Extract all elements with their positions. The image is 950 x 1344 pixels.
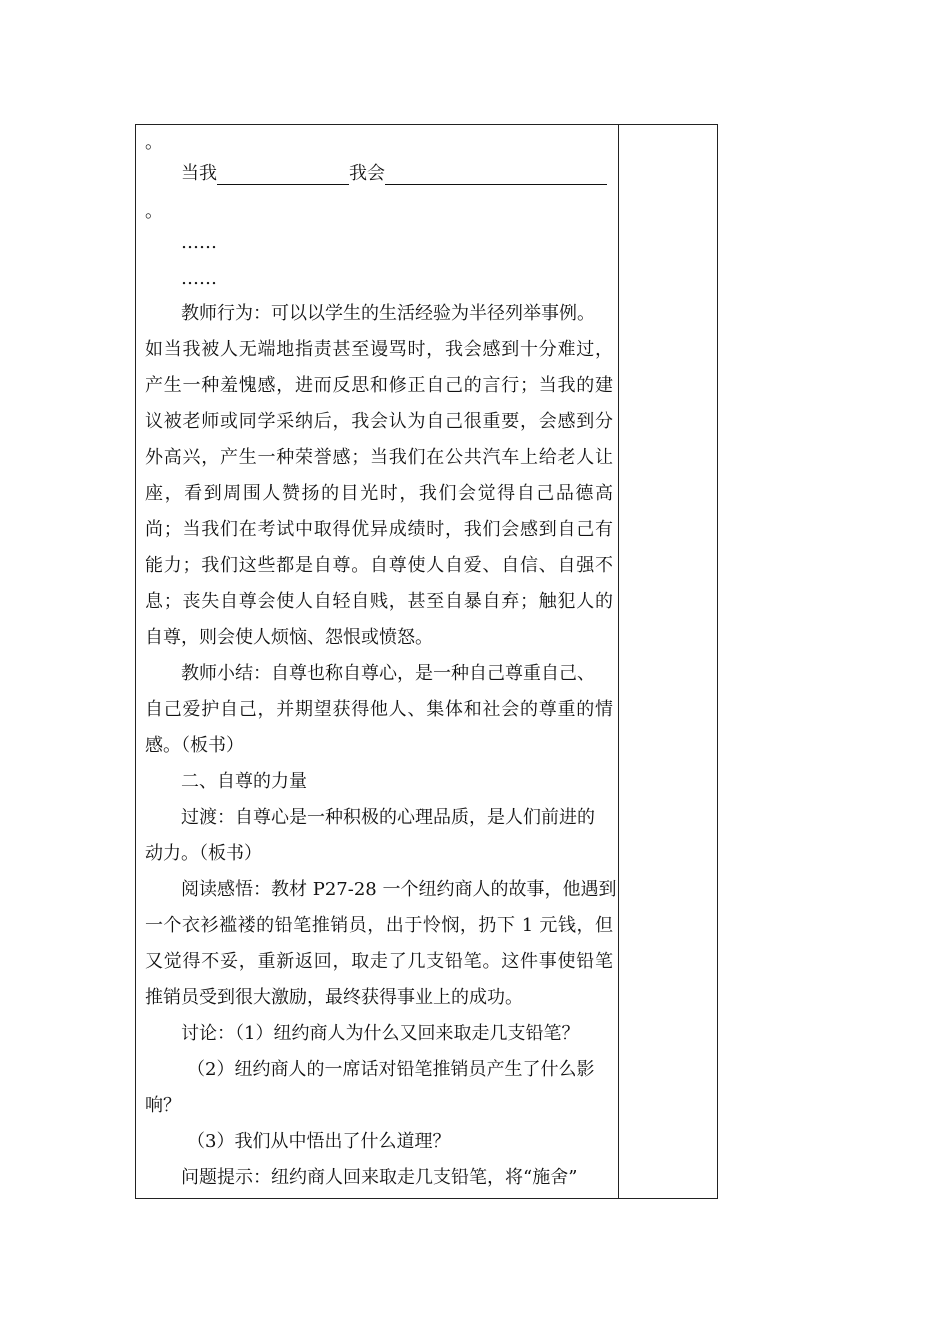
text-line: 又觉得不妥，重新返回，取走了几支铅笔。这件事使铅笔: [145, 951, 613, 972]
text-line: 息；丧失自尊会使人自轻自贱，甚至自暴自弃；触犯人的: [145, 591, 613, 612]
blank-line[interactable]: [385, 166, 607, 185]
text-line: 过渡：自尊心是一种积极的心理品质，是人们前进的: [181, 807, 595, 828]
fill-blank-sentence: [181, 163, 607, 185]
text-line: 外高兴，产生一种荣誉感；当我们在公共汽车上给老人让: [145, 447, 613, 468]
text-line: 一个衣衫褴褛的铅笔推销员，出于怜悯，扔下 1 元钱，但: [145, 915, 613, 936]
text-fragment: 我会: [349, 163, 385, 184]
ellipsis-line: ……: [181, 268, 217, 289]
text-line: 问题提示：纽约商人回来取走几支铅笔，将“施舍”: [181, 1167, 578, 1188]
blank-line[interactable]: [217, 166, 349, 185]
text-line: 如当我被人无端地指责甚至谩骂时，我会感到十分难过，: [145, 339, 613, 360]
text-line: 阅读感悟：教材 P27-28 一个纽约商人的故事，他遇到: [181, 879, 617, 900]
ellipsis-line: ……: [181, 232, 217, 253]
discussion-question: （3）我们从中悟出了什么道理？: [187, 1131, 451, 1152]
text-fragment: 当我: [181, 163, 217, 184]
discussion-question: （2）纽约商人的一席话对铅笔推销员产生了什么影: [187, 1059, 595, 1080]
text-line: 动力。（板书）: [145, 843, 262, 864]
text-line: 能力；我们这些都是自尊。自尊使人自爱、自信、自强不: [145, 555, 613, 576]
discussion-question: 讨论：（1）纽约商人为什么又回来取走几支铅笔？: [181, 1023, 580, 1044]
lesson-table: [135, 124, 718, 1199]
text-line: 尚；当我们在考试中取得优异成绩时，我们会感到自己有: [145, 519, 613, 540]
text-line: 产生一种羞愧感，进而反思和修正自己的言行；当我的建: [145, 375, 613, 396]
text-line: 推销员受到很大激励，最终获得事业上的成功。: [145, 987, 523, 1008]
text-line: 。: [145, 201, 163, 222]
text-line: 座，看到周围人赞扬的目光时，我们会觉得自己品德高: [145, 483, 613, 504]
text-line: 响？: [145, 1095, 181, 1116]
section-heading: 二、自尊的力量: [181, 771, 307, 792]
text-line: 自尊，则会使人烦恼、怨恨或愤怒。: [145, 627, 433, 648]
text-line: 。: [145, 132, 163, 153]
text-line: 教师行为：可以以学生的生活经验为半径列举事例。: [181, 303, 595, 324]
notes-cell: [619, 125, 717, 1198]
text-line: 教师小结：自尊也称自尊心，是一种自己尊重自己、: [181, 663, 595, 684]
text-line: 议被老师或同学采纳后，我会认为自己很重要，会感到分: [145, 411, 613, 432]
text-line: 自己爱护自己，并期望获得他人、集体和社会的尊重的情: [145, 699, 613, 720]
text-line: 感。（板书）: [145, 735, 244, 756]
